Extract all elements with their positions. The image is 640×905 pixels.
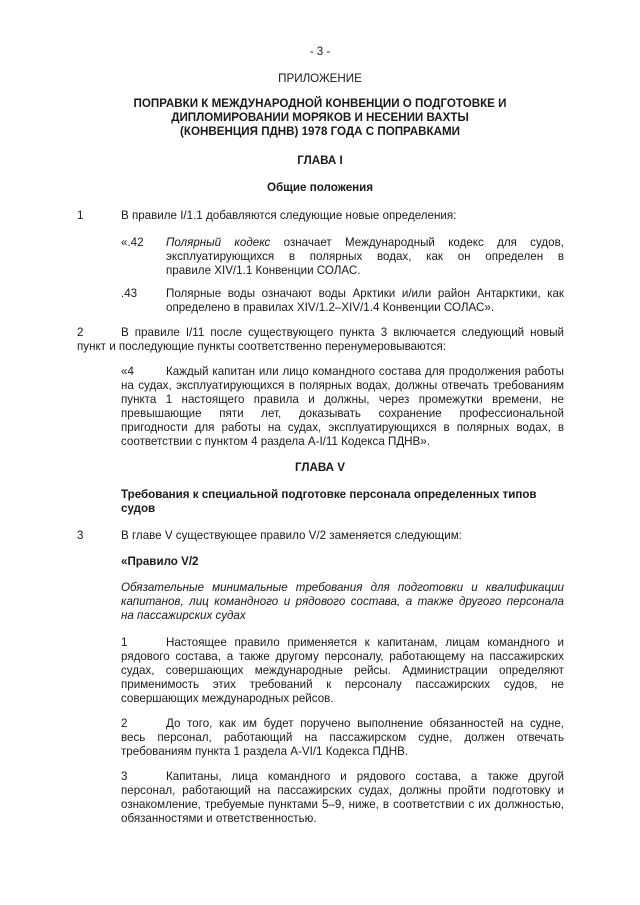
definition-line: Полярные воды означают воды Арктики и/или район Антарктики, как [166, 287, 564, 300]
paragraph-line: персонал, работающий на пассажирских судах, должны пройти подготовку и [121, 784, 564, 797]
title-line: ДИПЛОМИРОВАНИИ МОРЯКОВ И НЕСЕНИИ ВАХТЫ [171, 111, 469, 125]
quote-label: «4 [121, 365, 134, 378]
item-text: В правиле I/1.1 добавляются следующие новые определения: [121, 209, 457, 222]
quote-line: соответствии с пунктом 4 раздела A-I/11 Кодекса ПДНВ». [121, 435, 430, 448]
paragraph-line: совершающих международных рейсов. [121, 692, 334, 705]
section-subtitle: Общие положения [266, 181, 374, 194]
paragraph-line: применимость этих требований к персоналу пассажирских судов, не [121, 678, 564, 691]
paragraph-line: До того, как им будет поручено выполнение обязанностей на судне, [166, 717, 564, 730]
paragraph-number: 2 [121, 717, 128, 730]
definition-label: .43 [121, 287, 138, 300]
definition-label: «.42 [121, 236, 144, 249]
definition-line: эксплуатирующихся в полярных водах, как он определен в [166, 250, 564, 263]
paragraph-line: ознакомление, требуемые пунктами 5–9, ниже, в соответствии с их должностью, [121, 798, 564, 811]
item-text: пункт и последующие пункты соответственно перенумеровываются: [77, 340, 446, 353]
quote-line: на судах, эксплуатирующихся в полярных водах, должны отвечать требованиям [121, 379, 564, 392]
chapter-title: ГЛАВА V [295, 461, 345, 474]
chapter-title: ГЛАВА I [297, 154, 343, 167]
quote-line: пригодности для работы на судах, эксплуатирующихся в полярных водах, в [121, 421, 564, 434]
document-title [0, 97, 640, 140]
title-line: ПОПРАВКИ К МЕЖДУНАРОДНОЙ КОНВЕНЦИИ О ПОДГОТОВКЕ И [133, 97, 507, 110]
quote-line: превышающие пяти лет, доказывать сохранение профессиональной [121, 407, 564, 420]
defined-term: Полярный кодекс [166, 236, 271, 249]
paragraph-line: весь персонал, работающий на пассажирском судне, должен отвечать [121, 731, 564, 744]
item-text: В правиле I/11 после существующего пункта 3 включается следующий новый [121, 326, 564, 339]
paragraph-line: Капитаны, лица командного и рядового состава, а также другой [166, 770, 564, 783]
rule-heading: «Правило V/2 [121, 555, 199, 568]
paragraph-number: 3 [121, 770, 128, 783]
definition-line: Полярный кодекс означает Международный кодекс для судов, [166, 236, 564, 249]
section-subtitle: Требования к специальной подготовке персонала определенных типов судов [121, 488, 537, 516]
quote-line: Каждый капитан или лицо командного состава для продолжения работы [166, 365, 564, 378]
paragraph-line: требованиям пункта 1 раздела A-VI/1 Кодекса ПДНВ. [121, 745, 409, 758]
paragraph-line: судах, совершающих международные рейсы. Администрации определяют [121, 664, 564, 677]
page-number: - 3 - [309, 45, 331, 58]
paragraph-line: рядового состава, а также другому персоналу, работающему на пассажирских [121, 650, 564, 663]
paragraph-line: Настоящее правило применяется к капитанам, лицам командного и [166, 636, 564, 649]
paragraph-line: обязанностями и ответственностью. [121, 812, 317, 825]
definition-line: определено в правилах XIV/1.2–XIV/1.4 Конвенции СОЛАС». [166, 301, 495, 314]
item-text: В главе V существующее правило V/2 заменяется следующим: [121, 529, 462, 542]
item-number: 1 [77, 209, 84, 222]
definition-line: правиле XIV/1.1 Конвенции СОЛАС. [166, 264, 361, 277]
item-number: 3 [77, 529, 84, 542]
rule-title: Обязательные минимальные требования для подготовки и квалификации капитанов, лиц командного и рядового состава, а также другого персонала на пассажирских судах [121, 581, 564, 623]
title-line: (КОНВЕНЦИЯ ПДНВ) 1978 ГОДА С ПОПРАВКАМИ [180, 125, 460, 139]
paragraph-number: 1 [121, 636, 128, 649]
item-number: 2 [77, 326, 84, 339]
quote-line: пункта 1 настоящего правила и должны, через промежутки времени, не [121, 393, 564, 406]
annex-label: ПРИЛОЖЕНИЕ [278, 72, 362, 85]
